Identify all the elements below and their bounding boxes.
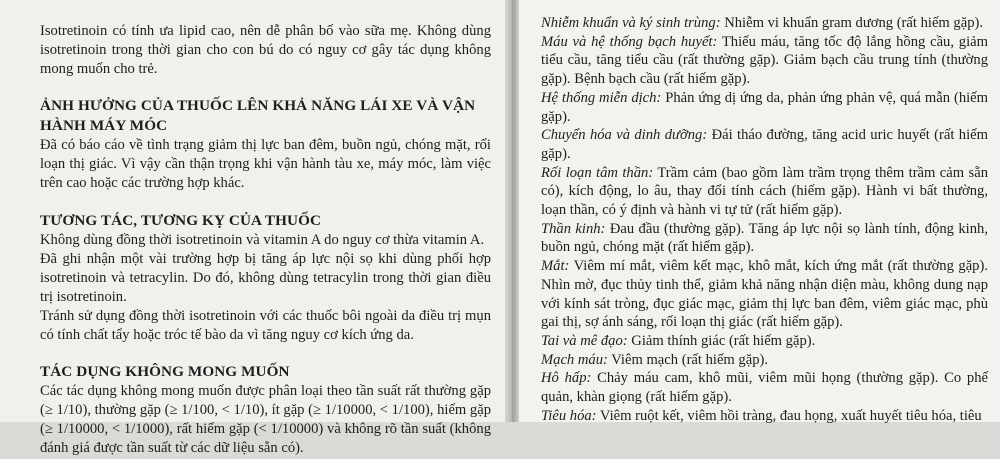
entry-text: Giảm thính giác (rất hiếm gặp). — [627, 332, 816, 349]
section-paragraph: Không dùng đồng thời isotretinoin và vitamin A do nguy cơ thừa vitamin A. — [40, 231, 485, 248]
side-effect-entry — [541, 257, 988, 332]
entry-term: Mắt: — [541, 258, 570, 275]
entry-text: Nhiễm vi khuẩn gram dương (rất hiếm gặp). — [720, 15, 984, 31]
entry-text: Viêm ruột kết, viêm hồi tràng, đau họng, xuất huyết tiêu hóa, tiêu — [596, 407, 982, 424]
side-effect-entry — [541, 164, 988, 220]
side-effect-entry — [541, 332, 988, 351]
intro-paragraph: Isotretinoin có tính ưa lipid cao, nên dễ phân bố vào sữa mẹ. Không dùng isotretinoin trong thời gian cho con bú do có nguy cơ gây tác dụng không mong muốn cho trẻ. — [40, 23, 491, 78]
entry-text: Phản ứng dị ứng da, phản ứng phản vệ, quá mẫn (hiếm gặp). — [541, 89, 989, 125]
entry-term: Chuyển hóa và dinh dưỡng: — [541, 127, 708, 144]
entry-term: Máu và hệ thống bạch huyết: — [541, 33, 718, 50]
side-effect-entry — [541, 14, 988, 33]
entry-text: Viêm mí mắt, viêm kết mạc, khô mắt, kích ứng mắt (rất thường gặp). Nhìn mờ, đục thủy tinh thể, giảm khả năng nhận diện màu, không dung nạp với kính sát tròng, đục giác mạc, giảm thị lực ban đêm, viêm giác mạc, phù gai thị, sợ ánh sáng, rối loạn thị giác (rất hiếm gặp). — [541, 258, 988, 331]
side-effect-entry — [541, 220, 988, 257]
side-effect-entry — [541, 369, 988, 406]
side-effect-entry — [541, 351, 988, 370]
section-heading-side-effects: TÁC DỤNG KHÔNG MONG MUỐN — [40, 363, 290, 381]
entry-text: Đau đầu (thường gặp). Tăng áp lực nội sọ lành tính, động kinh, buồn ngủ, chóng mặt (rất hiếm gặp). — [541, 220, 988, 256]
side-effect-entry — [541, 407, 988, 426]
entry-text: Thiếu máu, tăng tốc độ lắng hồng cầu, giảm tiểu cầu, tăng tiểu cầu (rất thường gặp). Giảm bạch cầu trung tính (thường gặp). Bệnh bạch cầu (rất hiếm gặp). — [541, 33, 988, 88]
entry-term: Hô hấp: — [541, 370, 592, 387]
entry-text: Chảy máu cam, khô mũi, viêm mũi họng (thường gặp). Co phế quản, khàn giọng (rất hiếm gặp). — [541, 370, 988, 406]
entry-term: Rối loạn tâm thần: — [541, 164, 654, 181]
entry-term: Nhiễm khuẩn và ký sinh trùng: — [541, 15, 721, 31]
entry-term: Tai và mê đạo: — [541, 332, 628, 349]
entry-term: Mạch máu: — [541, 351, 608, 368]
section-paragraph: Đã có báo cáo về tình trạng giảm thị lực ban đêm, buồn ngủ, chóng mặt, rối loạn thị giác. Vì vậy cần thận trọng khi vận hành tàu xe, máy móc, làm việc trên cao hoặc các trường hợp khác. — [40, 137, 491, 192]
entry-term: Tiêu hóa: — [541, 407, 597, 424]
entry-text: Đái tháo đường, tăng acid uric huyết (rất hiếm gặp). — [541, 127, 988, 162]
entry-text: Viêm mạch (rất hiếm gặp). — [607, 351, 769, 368]
right-page — [519, 0, 1000, 422]
side-effect-entry — [541, 89, 988, 126]
section-paragraph: Đã ghi nhận một vài trường hợp bị tăng áp lực nội sọ khi dùng phối hợp isotretinoin và tetracylin. Do đó, không dùng tetracylin trong thời gian điều trị isotretinoin. — [40, 250, 491, 305]
side-effect-entry — [541, 126, 988, 163]
section-paragraph: Các tác dụng không mong muốn được phân loại theo tần suất rất thường gặp (≥ 1/10), thường gặp (≥ 1/100, < 1/10), ít gặp (≥ 1/10000, < 1/100), hiếm gặp (≥ 1/10000, < 1/1000), rất hiếm gặp (< 1/10000) và không rõ tần suất (không đánh giá được tần suất từ các dữ liệu sẵn có). — [40, 383, 491, 457]
entry-term: Thần kinh: — [541, 220, 606, 237]
side-effect-entry — [541, 33, 988, 89]
entry-text: Trầm cảm (bao gồm làm trầm trọng thêm trầm cảm sẵn có), kích động, lo âu, thay đổi tính cách (hiếm gặp). Hành vi bất thường, loạn thần, có ý định và hành vi tự tử (rất hiếm gặp). — [541, 164, 988, 219]
section-heading-interactions: TƯƠNG TÁC, TƯƠNG KỴ CỦA THUỐC — [40, 211, 322, 229]
section-paragraph: Tránh sử dụng đồng thời isotretinoin với các thuốc bôi ngoài da điều trị mụn có tính chất tẩy hoặc tróc tế bào da vì tăng nguy cơ kích ứng da. — [40, 307, 491, 344]
entry-term: Hệ thống miễn dịch: — [541, 89, 662, 106]
book-gutter — [505, 0, 519, 422]
section-heading-driving: ẢNH HƯỞNG CỦA THUỐC LÊN KHẢ NĂNG LÁI XE VÀ VẬN HÀNH MÁY MÓC — [40, 97, 476, 135]
